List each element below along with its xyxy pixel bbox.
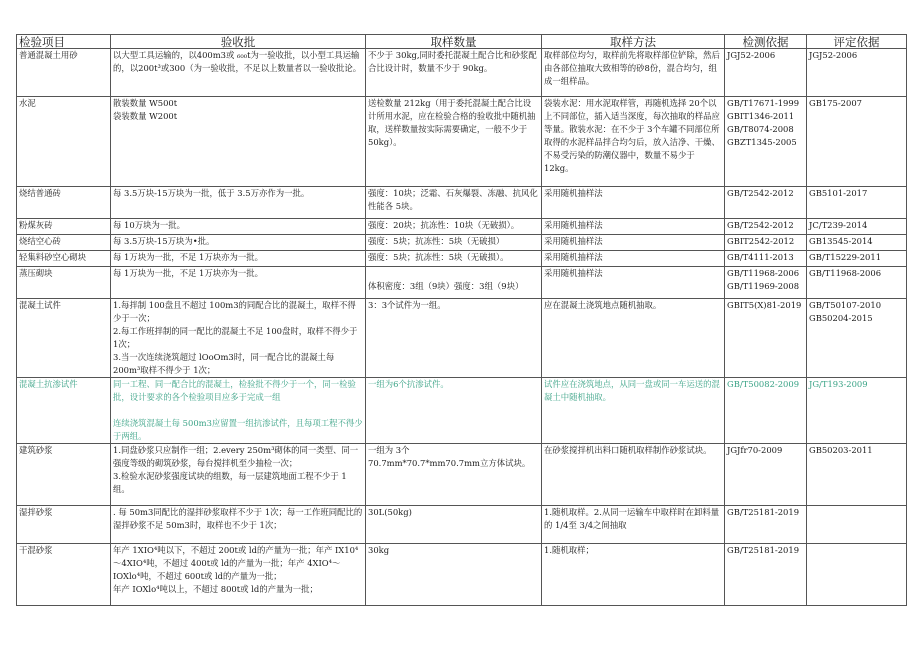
- method-cell: 袋装水泥：用水泥取样管，再随机选择 20个以上不同部位，插入适当深度，每次抽取的样品应等量。散装水泥：在不少于 3个车罐不同部位所取得的水泥样品拌合均匀后，放入洁净、干燥、不易受污染的防潮仪器中，数量不易少于 12kg。: [542, 97, 725, 187]
- qty-cell: 30L(50kg): [366, 506, 542, 544]
- batch-cell: . 每 50m3同配比的湿拌砂浆取样不少于 1次；每一工作班同配比的湿拌砂浆不足 50m3时，取样也不少于 1次；: [111, 506, 366, 544]
- header-item: 检验项目: [17, 35, 111, 49]
- method-cell: 采用随机抽样法: [542, 235, 725, 251]
- test-basis-cell: GB/T4111-2013: [725, 251, 807, 267]
- batch-cell: 散装数量 W500t 袋装数量 W200t: [111, 97, 366, 187]
- batch-cell: 每 3.5万块-15万块为一批，低于 3.5万亦作为一批。: [111, 187, 366, 219]
- method-cell: 1.随机取样。2.从同一运输车中取样时在卸料量的 1/4至 3/4之间抽取: [542, 506, 725, 544]
- header-batch: 验收批: [111, 35, 366, 49]
- method-cell: 试件应在浇筑地点，从同一盘或同一车运送的混凝土中随机抽取。: [542, 378, 725, 444]
- test-basis-cell: GBIT5(X)81-2019: [725, 299, 807, 378]
- qty-cell: 送检数量 212kg（用于委托混凝土配合比设计所用水泥，应在检验合格的验收批中随机抽取，送样数量按实际需要确定，一般不少于 50kg）。: [366, 97, 542, 187]
- qty-cell: 不少于 30kg,同时委托混凝土配合比和砂浆配合比设计时，数量不少于 90kg。: [366, 49, 542, 97]
- sampling-standards-table: [16, 34, 907, 606]
- method-cell: 采用随机抽样法: [542, 267, 725, 299]
- eval-basis-cell: JGJ52-2006: [807, 49, 907, 97]
- batch-cell: 年产 1XIO⁴吨以下，不超过 200t或 ld的产量为一批；年产 IX10⁴～4XIO⁴吨，不超过 400t或 ld的产量为一批；年产 4XIO⁴～IOXlo⁴吨，不超过 600t或 ld的产量为一批； 年产 IOXlo⁴吨以上，不超过 800t或 ld的产量为一批；: [111, 544, 366, 606]
- test-basis-cell: GB/T2542-2012: [725, 187, 807, 219]
- test-basis-cell: GB/T25181-2019: [725, 544, 807, 606]
- item-cell: 混凝土试件: [17, 299, 111, 378]
- qty-cell: 3：3个试件为一组。: [366, 299, 542, 378]
- table-row: [17, 49, 907, 97]
- item-cell: 烧结普通砖: [17, 187, 111, 219]
- header-row: [17, 35, 907, 49]
- item-cell: 干混砂浆: [17, 544, 111, 606]
- item-cell: 轻集料砂空心砌块: [17, 251, 111, 267]
- eval-basis-cell: GB175-2007: [807, 97, 907, 187]
- item-cell: 普通混凝土用砂: [17, 49, 111, 97]
- method-cell: 在砂浆搅拌机出料口随机取样制作砂浆试块。: [542, 444, 725, 506]
- header-method: 取样方法: [542, 35, 725, 49]
- qty-cell: 30kg: [366, 544, 542, 606]
- table-row: [17, 506, 907, 544]
- qty-cell: 强度：5块；抗冻性：5块（无破损）: [366, 235, 542, 251]
- test-basis-cell: JGJ52-2006: [725, 49, 807, 97]
- method-cell: 采用随机抽样法: [542, 251, 725, 267]
- table-row: [17, 444, 907, 506]
- table-row: [17, 251, 907, 267]
- method-cell: 取样部位均匀，取样前先将取样部位铲除，然后由各部位抽取大致相等的砂8份，混合均匀，组成一组样品。: [542, 49, 725, 97]
- qty-cell: 体积密度：3组（9块）强度：3组（9块）: [366, 267, 542, 299]
- batch-cell: 同一工程、同一配合比的混凝土，检验批不得少于一个，同一检验批，设计要求的各个检验项目应多于完成一组 连续浇筑混凝土每 500m3应留置一组抗渗试件，且每项工程不得少于两组。: [111, 378, 366, 444]
- item-cell: 混凝土抗渗试件: [17, 378, 111, 444]
- eval-basis-cell: GB5101-2017: [807, 187, 907, 219]
- test-basis-cell: GB/T11968-2006 GB/T11969-2008: [725, 267, 807, 299]
- batch-cell: 每 3.5万块-15万块为•批。: [111, 235, 366, 251]
- item-cell: 建筑砂浆: [17, 444, 111, 506]
- table-row: [17, 97, 907, 187]
- item-cell: 湿拌砂浆: [17, 506, 111, 544]
- eval-basis-cell: JC/T239-2014: [807, 219, 907, 235]
- table-row: [17, 267, 907, 299]
- qty-cell: 一组为 3个 70.7mm*70.7*mm70.7mm立方体试块。: [366, 444, 542, 506]
- batch-cell: 每 1万块为一批，不足 1万块亦为一批。: [111, 251, 366, 267]
- item-cell: 蒸压砌块: [17, 267, 111, 299]
- batch-cell: 每 1万块为一批，不足 1万块亦为一批。: [111, 267, 366, 299]
- qty-cell: 强度：10块；泛霜、石灰爆裂、冻融、抗风化性能各 5块。: [366, 187, 542, 219]
- method-cell: 1.随机取样；: [542, 544, 725, 606]
- eval-basis-cell: GB/T15229-2011: [807, 251, 907, 267]
- eval-basis-cell: GB50203-2011: [807, 444, 907, 506]
- eval-basis-cell: GB/T50107-2010 GB50204-2015: [807, 299, 907, 378]
- eval-basis-cell: [807, 544, 907, 606]
- qty-cell: 一组为6个抗渗试件。: [366, 378, 542, 444]
- method-cell: 应在混凝土浇筑地点随机抽取。: [542, 299, 725, 378]
- batch-cell: 1.每拌制 100盘且不超过 100m3的同配合比的混凝土，取样不得少于一次； 2.每工作班拌制的同一配比的混凝土不足 100盘时，取样不得少于 1次； 3.当一次连续浇筑超过 lOoOm3时，同一配合比的混凝土每 200m³取样不得少于 1次；: [111, 299, 366, 378]
- table-row: [17, 299, 907, 378]
- header-test-basis: 检测依据: [725, 35, 807, 49]
- table-row: [17, 544, 907, 606]
- table-row: [17, 219, 907, 235]
- eval-basis-cell: [807, 506, 907, 544]
- qty-cell: 强度：5块；抗冻性：5块（无破损）。: [366, 251, 542, 267]
- test-basis-cell: JGJfr70-2009: [725, 444, 807, 506]
- test-basis-cell: GBIT2542-2012: [725, 235, 807, 251]
- item-cell: 粉煤灰砖: [17, 219, 111, 235]
- test-basis-cell: GB/T17671-1999 GBIT1346-2011 GB/T8074-2008 GBZT1345-2005: [725, 97, 807, 187]
- table-row: [17, 187, 907, 219]
- method-cell: 采用随机抽样法: [542, 219, 725, 235]
- method-cell: 采用随机抽样法: [542, 187, 725, 219]
- header-qty: 取样数量: [366, 35, 542, 49]
- eval-basis-cell: GB/T11968-2006: [807, 267, 907, 299]
- batch-cell: 每 10万块为一批。: [111, 219, 366, 235]
- header-eval-basis: 评定依据: [807, 35, 907, 49]
- batch-cell: 1.同盘砂浆只应制作一组；2.every 250m³砌体的同一类型、同一强度等级的砌筑砂浆，每台搅拌机至少抽检一次； 3.检验水泥砂浆强度试块的组数，每一层建筑地面工程不少于 1组。: [111, 444, 366, 506]
- table-row: [17, 235, 907, 251]
- item-cell: 烧结空心砖: [17, 235, 111, 251]
- eval-basis-cell: JG/T193-2009: [807, 378, 907, 444]
- test-basis-cell: GB/T50082-2009: [725, 378, 807, 444]
- item-cell: 水泥: [17, 97, 111, 187]
- table-row: [17, 378, 907, 444]
- test-basis-cell: GB/T2542-2012: [725, 219, 807, 235]
- batch-cell: 以大型工具运输的，以400m3或 ₆₀₀t为一验收批，以小型工具运输的，以200t³或300（为一验收批，不足以上数量者以一验收批论。: [111, 49, 366, 97]
- eval-basis-cell: GB13545-2014: [807, 235, 907, 251]
- test-basis-cell: GB/T25181-2019: [725, 506, 807, 544]
- qty-cell: 强度：20块；抗冻性：10块（无破损）。: [366, 219, 542, 235]
